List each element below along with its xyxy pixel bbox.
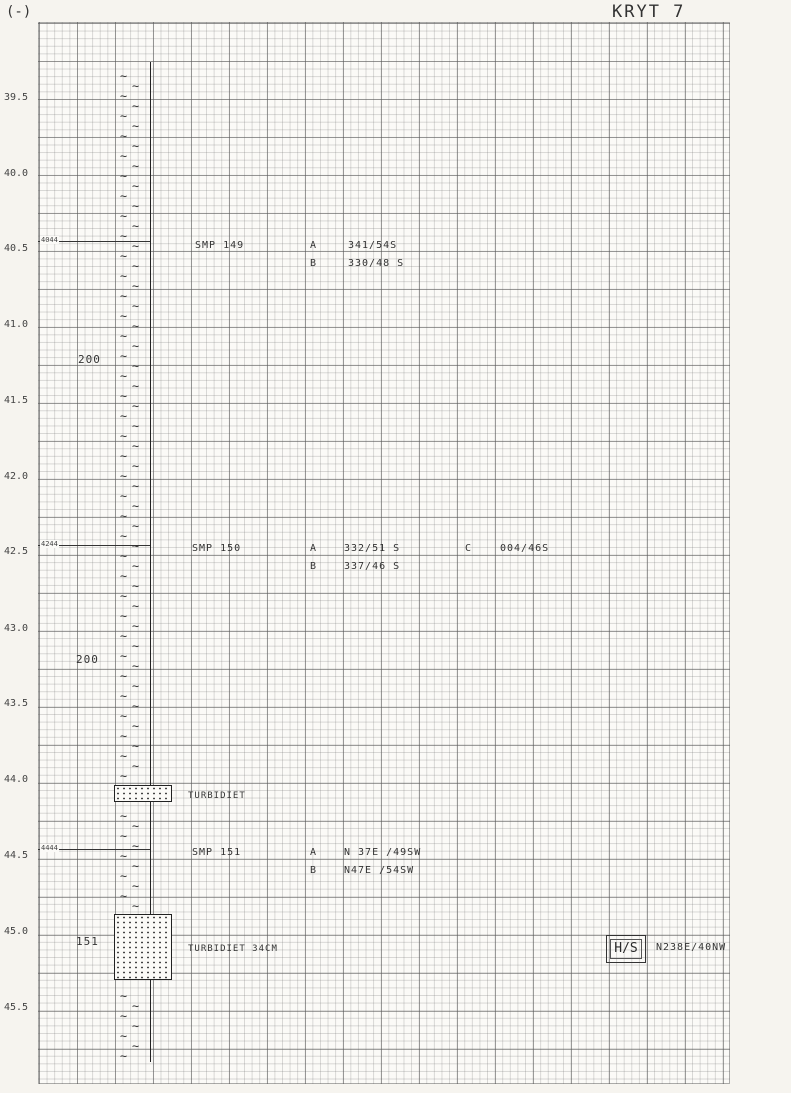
mudstone-symbol: ∼ — [132, 379, 140, 393]
hs-orientation: N238E/40NW — [656, 942, 727, 953]
mudstone-symbol: ∼ — [132, 659, 140, 673]
thickness-note: 200 — [78, 353, 101, 366]
mudstone-symbol: ∼ — [132, 699, 140, 713]
mudstone-symbol: ∼ — [120, 1029, 128, 1043]
mudstone-symbol: ∼ — [132, 579, 140, 593]
mudstone-symbol: ∼ — [132, 619, 140, 633]
depth-label: 41.5 — [4, 395, 29, 406]
mudstone-symbol: ∼ — [120, 809, 128, 823]
mudstone-symbol: ∼ — [120, 489, 128, 503]
mudstone-symbol: ∼ — [120, 149, 128, 163]
mudstone-symbol: ∼ — [120, 1009, 128, 1023]
mudstone-symbol: ∼ — [132, 459, 140, 473]
depth-label: 40.5 — [4, 243, 29, 254]
mudstone-symbol: ∼ — [120, 409, 128, 423]
mudstone-symbol: ∼ — [132, 899, 140, 913]
mudstone-symbol: ∼ — [132, 259, 140, 273]
mudstone-symbol: ∼ — [120, 229, 128, 243]
measurement-value: N47E /54SW — [344, 865, 415, 876]
mudstone-symbol: ∼ — [120, 649, 128, 663]
mudstone-symbol: ∼ — [120, 529, 128, 543]
measurement-value: 341/54S — [348, 240, 398, 251]
mudstone-symbol: ∼ — [132, 359, 140, 373]
mudstone-symbol: ∼ — [132, 859, 140, 873]
mudstone-symbol: ∼ — [120, 89, 128, 103]
mudstone-symbol: ∼ — [132, 739, 140, 753]
depth-label: 45.0 — [4, 926, 29, 937]
measurement-key: A — [310, 847, 318, 858]
mudstone-symbol: ∼ — [132, 559, 140, 573]
measurement-key: A — [310, 543, 318, 554]
mudstone-symbol: ∼ — [120, 369, 128, 383]
mudstone-symbol: ∼ — [132, 79, 140, 93]
mudstone-symbol: ∼ — [132, 999, 140, 1013]
turbidite-label-1: TURBIDIET — [188, 791, 246, 801]
column-edge-line — [150, 62, 151, 1062]
mudstone-symbol: ∼ — [120, 329, 128, 343]
sample-tick-label: 4044 — [41, 236, 58, 244]
mudstone-symbol: ∼ — [120, 509, 128, 523]
sample-tick-label: 4444 — [41, 844, 58, 852]
thickness-note: 151 — [76, 935, 99, 948]
measurement-value: 004/46S — [500, 543, 550, 554]
measurement-key: B — [310, 865, 318, 876]
depth-label: 43.0 — [4, 623, 29, 634]
mudstone-symbol: ∼ — [132, 399, 140, 413]
mudstone-symbol: ∼ — [120, 209, 128, 223]
mudstone-symbol: ∼ — [120, 629, 128, 643]
mudstone-symbol: ∼ — [132, 539, 140, 553]
depth-label: 41.0 — [4, 319, 29, 330]
depth-label: 42.5 — [4, 546, 29, 557]
mudstone-symbol: ∼ — [120, 849, 128, 863]
mudstone-symbol: ∼ — [120, 749, 128, 763]
mudstone-symbol: ∼ — [120, 109, 128, 123]
turbidite-bed-2 — [114, 914, 172, 980]
mudstone-symbol: ∼ — [120, 729, 128, 743]
mudstone-symbol: ∼ — [132, 179, 140, 193]
sample-id: SMP 151 — [192, 847, 242, 858]
mudstone-symbol: ∼ — [132, 1019, 140, 1033]
mudstone-symbol: ∼ — [120, 689, 128, 703]
mudstone-symbol: ∼ — [132, 139, 140, 153]
thickness-note: 200 — [76, 653, 99, 666]
mudstone-symbol: ∼ — [120, 709, 128, 723]
mudstone-symbol: ∼ — [132, 239, 140, 253]
mudstone-symbol: ∼ — [132, 879, 140, 893]
measurement-key: B — [310, 561, 318, 572]
turbidite-label-2: TURBIDIET 34CM — [188, 944, 278, 954]
mudstone-symbol: ∼ — [120, 869, 128, 883]
mudstone-symbol: ∼ — [120, 269, 128, 283]
mudstone-symbol: ∼ — [132, 159, 140, 173]
mudstone-symbol: ∼ — [132, 419, 140, 433]
measurement-key: A — [310, 240, 318, 251]
depth-label: 40.0 — [4, 168, 29, 179]
turbidite-bed-1 — [114, 785, 172, 802]
sample-id: SMP 150 — [192, 543, 242, 554]
mudstone-symbol: ∼ — [120, 769, 128, 783]
mudstone-symbol: ∼ — [132, 199, 140, 213]
measurement-value: 332/51 S — [344, 543, 401, 554]
mudstone-symbol: ∼ — [132, 519, 140, 533]
mudstone-symbol: ∼ — [132, 499, 140, 513]
sample-tick-label: 4244 — [41, 540, 58, 548]
corner-mark: (-) — [6, 4, 32, 20]
mudstone-symbol: ∼ — [132, 99, 140, 113]
mudstone-symbol: ∼ — [120, 829, 128, 843]
mudstone-symbol: ∼ — [132, 719, 140, 733]
measurement-key: C — [465, 543, 473, 554]
mudstone-symbol: ∼ — [132, 759, 140, 773]
mudstone-symbol: ∼ — [120, 569, 128, 583]
mudstone-symbol: ∼ — [120, 449, 128, 463]
mudstone-symbol: ∼ — [120, 1049, 128, 1063]
mudstone-symbol: ∼ — [132, 679, 140, 693]
mudstone-symbol: ∼ — [132, 339, 140, 353]
depth-label: 39.5 — [4, 92, 29, 103]
depth-label: 43.5 — [4, 698, 29, 709]
measurement-value: 337/46 S — [344, 561, 401, 572]
measurement-value: 330/48 S — [348, 258, 405, 269]
mudstone-symbol: ∼ — [120, 469, 128, 483]
mudstone-symbol: ∼ — [132, 1039, 140, 1053]
mudstone-symbol: ∼ — [132, 839, 140, 853]
mudstone-symbol: ∼ — [120, 589, 128, 603]
mudstone-symbol: ∼ — [120, 69, 128, 83]
mudstone-symbol: ∼ — [132, 119, 140, 133]
mudstone-symbol: ∼ — [120, 609, 128, 623]
mudstone-symbol: ∼ — [132, 299, 140, 313]
mudstone-symbol: ∼ — [132, 819, 140, 833]
mudstone-symbol: ∼ — [120, 429, 128, 443]
mudstone-symbol: ∼ — [120, 169, 128, 183]
measurement-key: B — [310, 258, 318, 269]
mudstone-symbol: ∼ — [120, 189, 128, 203]
depth-label: 45.5 — [4, 1002, 29, 1013]
depth-label: 42.0 — [4, 471, 29, 482]
mudstone-symbol: ∼ — [132, 219, 140, 233]
depth-label: 44.0 — [4, 774, 29, 785]
hs-box: H/S — [606, 935, 646, 963]
mudstone-symbol: ∼ — [132, 279, 140, 293]
mudstone-symbol: ∼ — [120, 889, 128, 903]
mudstone-symbol: ∼ — [132, 599, 140, 613]
mudstone-symbol: ∼ — [120, 989, 128, 1003]
sheet-title: KRYT 7 — [612, 2, 686, 22]
mudstone-symbol: ∼ — [132, 439, 140, 453]
measurement-value: N 37E /49SW — [344, 847, 422, 858]
mudstone-symbol: ∼ — [132, 479, 140, 493]
mudstone-symbol: ∼ — [132, 639, 140, 653]
sample-id: SMP 149 — [195, 240, 245, 251]
mudstone-symbol: ∼ — [120, 549, 128, 563]
mudstone-symbol: ∼ — [120, 669, 128, 683]
mudstone-symbol: ∼ — [132, 319, 140, 333]
mudstone-symbol: ∼ — [120, 349, 128, 363]
lithology-column — [112, 62, 152, 1062]
mudstone-symbol: ∼ — [120, 289, 128, 303]
depth-label: 44.5 — [4, 850, 29, 861]
mudstone-symbol: ∼ — [120, 129, 128, 143]
mudstone-symbol: ∼ — [120, 249, 128, 263]
mudstone-symbol: ∼ — [120, 389, 128, 403]
mudstone-symbol: ∼ — [120, 309, 128, 323]
